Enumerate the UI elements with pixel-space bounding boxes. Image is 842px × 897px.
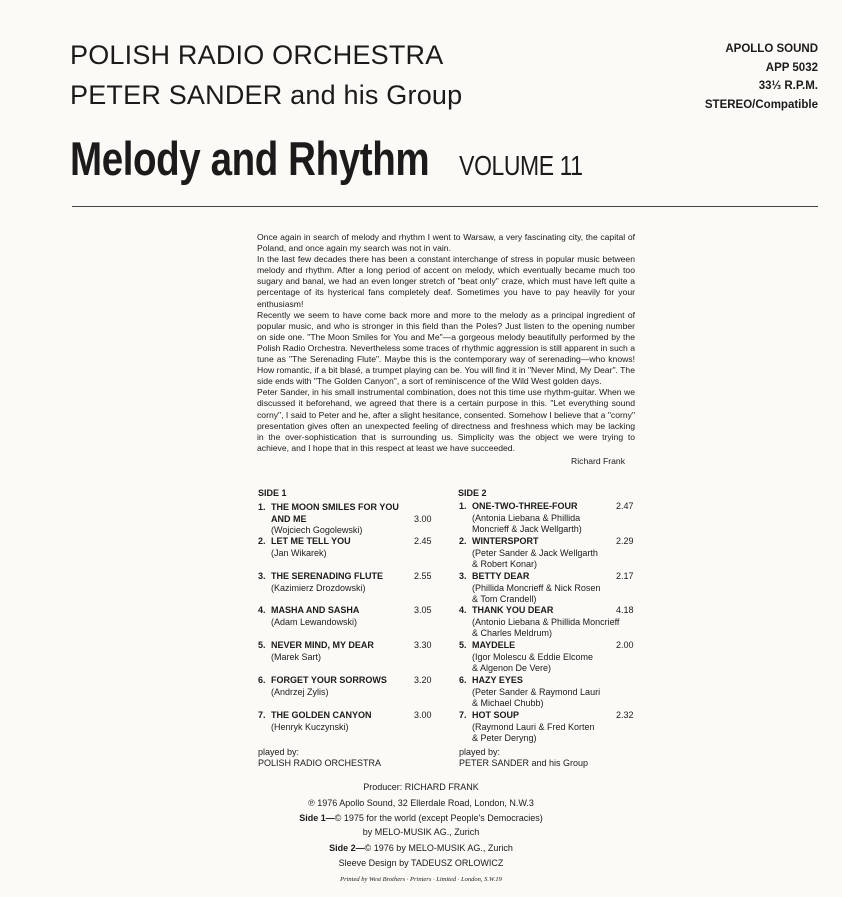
track-composers: (Wojciech Gogolewski) <box>271 525 363 535</box>
track-composers: (Kazimierz Drozdowski) <box>271 582 366 593</box>
track-composers: (Peter Sander & Jack Wellgarth <box>472 547 598 558</box>
track-duration: 4.18 <box>616 605 634 615</box>
track-row <box>459 501 679 541</box>
divider-rule <box>72 206 818 207</box>
track-title: ONE-TWO-THREE-FOUR <box>472 501 578 511</box>
track-row <box>258 710 478 750</box>
track-row <box>258 675 478 715</box>
sleeve-design: Sleeve Design by TADEUSZ ORLOWICZ <box>338 858 504 868</box>
side2-copyright-text: © 1976 by MELO-MUSIK AG., Zurich <box>364 842 513 853</box>
track-row <box>459 605 679 645</box>
track-row <box>459 536 679 576</box>
side1-copyright-text: © 1975 for the world (except People's Democracies) <box>334 813 543 823</box>
speed: 33⅓ R.P.M. <box>758 80 818 92</box>
track-number: 4. <box>459 605 467 615</box>
notes-paragraph: Once again in search of melody and rhythm I went to Warsaw, a very fascinating city, the capital of Poland, and once again my search was not in vain. <box>257 232 635 254</box>
track-number: 3. <box>459 571 467 581</box>
track-title: MASHA AND SASHA <box>271 605 360 615</box>
track-title: HOT SOUP <box>472 710 520 720</box>
producer: Producer: RICHARD FRANK <box>363 782 479 792</box>
notes-signature: Richard Frank <box>571 455 625 466</box>
track-row <box>258 605 478 645</box>
notes-paragraph: Peter Sander, in his small instrumental combination, does not this time use rhythm-guitar. When we discussed it beforehand, we agreed that there is a certain purpose in this. "Let everything sound corny", I said to Peter and he, after a slight hesitance, consented. Somehow I believe that a "corny" presentation gives often an unexpected feeling of directness and freshness which may be lacking in the over-sophistication that is surrounding us. Simplicity was the object we were trying to achieve, and I hope that in this respect at least we have succeeded. <box>257 387 635 453</box>
side1-copyright <box>0 811 842 827</box>
track-duration: 3.20 <box>414 675 432 685</box>
side1-played-by <box>258 747 381 769</box>
track-duration: 2.29 <box>616 536 634 546</box>
track-number: 4. <box>258 605 266 615</box>
track-title: WINTERSPORT <box>472 536 539 546</box>
track-duration: 2.55 <box>414 571 432 581</box>
copyright: ℗ 1976 Apollo Sound, 32 Ellerdale Road, London, N.W.3 <box>308 797 534 808</box>
track-number: 6. <box>459 675 467 685</box>
track-composers-line2: & Robert Konar) <box>472 559 538 569</box>
album-title <box>70 134 583 191</box>
track-composers: (Adam Lewandowski) <box>271 616 358 627</box>
track-title: NEVER MIND, MY DEAR <box>271 640 374 650</box>
track-number: 7. <box>258 710 266 720</box>
track-row <box>459 675 679 715</box>
side1-copyright-line2: by MELO-MUSIK AG., Zurich <box>362 826 480 837</box>
format: STEREO/Compatible <box>704 98 818 111</box>
label-name: APOLLO SOUND <box>725 43 818 55</box>
volume-label: VOLUME 11 <box>459 150 583 181</box>
track-composers: (Antonia Liebana & Phillida <box>472 512 581 523</box>
track-composers: (Henryk Kuczynski) <box>271 721 349 732</box>
track-number: 1. <box>459 501 467 511</box>
track-title: LET ME TELL YOU <box>271 536 351 546</box>
track-number: 3. <box>258 571 266 581</box>
track-row <box>459 640 679 680</box>
credits <box>0 780 842 887</box>
played-by-artist: POLISH RADIO ORCHESTRA <box>258 758 382 768</box>
side1-copyright-label: Side 1— <box>299 813 335 823</box>
track-duration: 3.00 <box>414 710 432 720</box>
track-title: MAYDELE <box>472 640 516 650</box>
track-duration: 2.47 <box>616 501 634 511</box>
track-title: THE MOON SMILES FOR YOU <box>271 502 399 512</box>
side1-heading: SIDE 1 <box>258 488 287 498</box>
track-number: 1. <box>258 502 266 512</box>
track-composers-line2: & Michael Chubb) <box>472 698 544 708</box>
track-composers-line2: & Tom Crandell) <box>472 594 537 604</box>
album-title-text: Melody and Rhythm <box>70 132 430 185</box>
track-duration: 3.30 <box>414 640 432 650</box>
track-number: 5. <box>459 640 467 650</box>
track-duration: 2.17 <box>616 571 634 581</box>
track-composers-line2: & Charles Meldrum) <box>472 628 553 638</box>
catalog-number: APP 5032 <box>765 61 818 74</box>
track-title: THE GOLDEN CANYON <box>271 710 372 720</box>
track-row <box>258 640 478 680</box>
track-composers: (Jan Wikarek) <box>271 547 327 558</box>
track-row <box>459 710 679 750</box>
track-number: 2. <box>459 536 467 546</box>
track-composers: (Raymond Lauri & Fred Korten <box>472 721 595 732</box>
track-title: THE SERENADING FLUTE <box>271 571 384 581</box>
orchestra-name: POLISH RADIO ORCHESTRA <box>70 40 444 70</box>
track-title-line2: AND ME <box>271 513 307 524</box>
printer-credit: Printed by West Brothers · Printers · Limited · London, S.W.19 <box>340 875 502 883</box>
track-row <box>258 536 478 576</box>
track-number: 2. <box>258 536 266 546</box>
track-composers: (Andrzej Zylis) <box>271 686 329 697</box>
track-composers: (Antonio Liebana & Phillida Moncrieff <box>472 616 620 627</box>
played-by-label: played by: <box>258 747 300 757</box>
group-name: PETER SANDER and his Group <box>70 80 463 110</box>
side2-copyright-label: Side 2— <box>329 842 365 853</box>
side2-played-by <box>459 747 588 769</box>
track-duration: 2.00 <box>616 640 634 650</box>
track-title: HAZY EYES <box>472 675 523 685</box>
track-composers: (Marek Sart) <box>271 651 322 662</box>
side2-heading: SIDE 2 <box>458 488 487 498</box>
played-by-label: played by: <box>459 747 501 757</box>
track-title: THANK YOU DEAR <box>472 605 554 615</box>
track-duration: 3.05 <box>414 605 432 615</box>
liner-notes <box>257 232 635 467</box>
track-composers-line2: Moncrieff & Jack Wellgarth) <box>472 524 582 534</box>
track-title: FORGET YOUR SORROWS <box>271 675 387 685</box>
label-info <box>705 40 818 114</box>
track-number: 5. <box>258 640 266 650</box>
track-composers: (Phillida Moncrieff & Nick Rosen <box>472 582 601 593</box>
track-composers-line2: & Algenon De Vere) <box>472 663 552 673</box>
track-duration: 2.45 <box>414 536 432 546</box>
track-duration: 2.32 <box>616 710 634 720</box>
side2-copyright <box>0 841 842 857</box>
notes-paragraph: In the last few decades there has been a constant interchange of stress in popular music between melody and rhythm. After a long period of accent on melody, which eventually became much too sugary and banal, we had an even longer stretch of "beat only" craze, which must have left quite a percentage of its hysterical fans completely deaf. Sometimes you have to pay heavily for your enthusiasm! <box>257 254 635 309</box>
track-composers: (Igor Molescu & Eddie Elcome <box>472 651 594 662</box>
played-by-artist: PETER SANDER and his Group <box>459 758 589 768</box>
track-composers: (Peter Sander & Raymond Lauri <box>472 686 601 697</box>
track-title: BETTY DEAR <box>472 571 530 581</box>
track-duration: 3.00 <box>414 513 432 524</box>
track-number: 6. <box>258 675 266 685</box>
track-composers-line2: & Peter Deryng) <box>472 733 537 743</box>
notes-paragraph: Recently we seem to have come back more and more to the melody as a principal ingredient of popular music, and who is stronger in this field than the Poles? Just listen to the opening number on side one. "The Moon Smiles for You and Me"—a gorgeous melody beautifully performed by the Polish Radio Orchestra. Nevertheless some traces of rhythmic aggression is still apparent in such a tune as "The Serenading Flute". Maybe this is the contemporary way of serenading—who knows! How romantic, if a bit blasé, a trumpet playing can be. You will find it in "Never Mind, My Dear". The side ends with "The Golden Canyon", a sort of reminiscence of the Wild West golden days. <box>257 309 635 387</box>
track-number: 7. <box>459 710 467 720</box>
